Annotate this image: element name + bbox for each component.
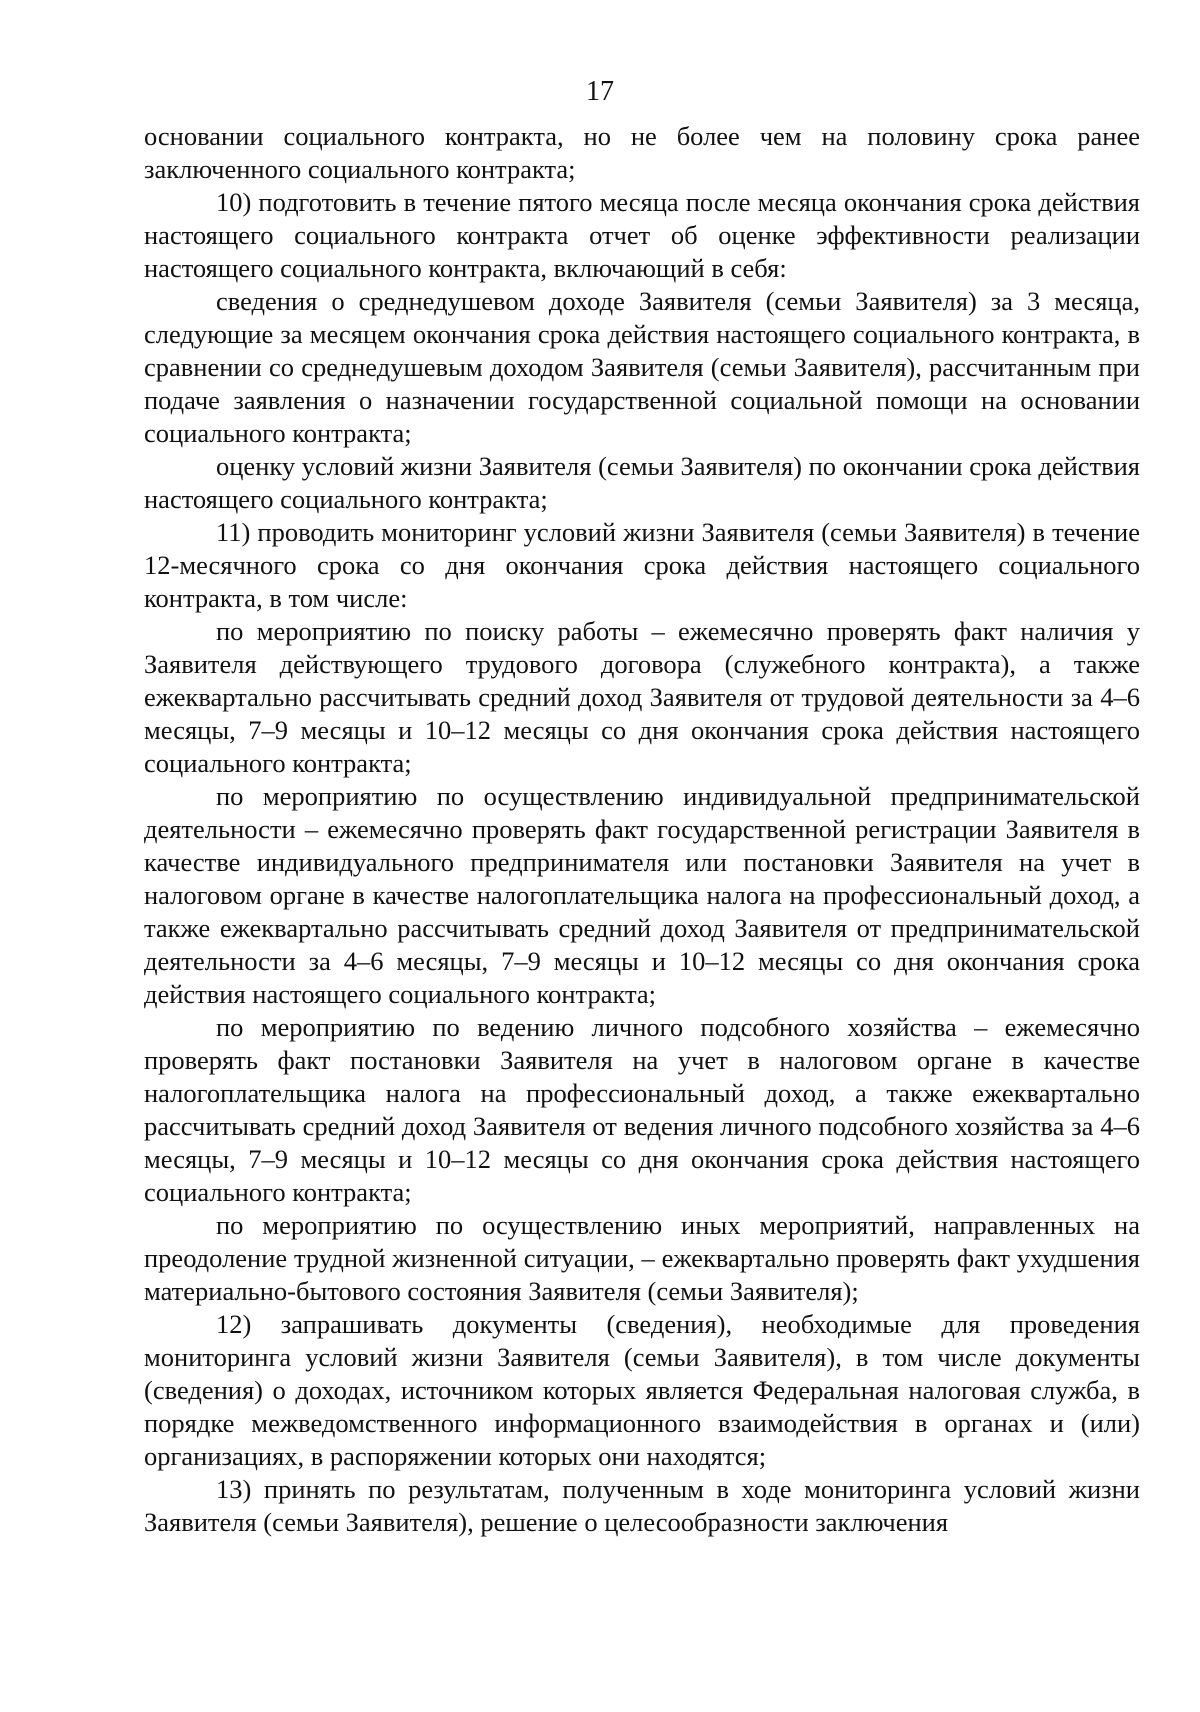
document-body [144, 120, 1140, 1539]
paragraph: 13) принять по результатам, полученным в ходе мониторинга условий жизни Заявителя (семьи Заявителя), решение о целесообразности заключения [144, 1474, 1140, 1537]
paragraph: 12) запрашивать документы (сведения), необходимые для проведения мониторинга условий жизни Заявителя (семьи Заявителя), в том числе документы (сведения) о доходах, источником которых является Федеральная налоговая служба, в порядке межведомственного информационного взаимодействия в органах и (или) организациях, в распоряжении которых они находятся; [144, 1309, 1140, 1471]
paragraph: по мероприятию по поиску работы – ежемесячно проверять факт наличия у Заявителя действующего трудового договора (служебного контракта), а также ежеквартально рассчитывать средний доход Заявителя от трудовой деятельности за 4–6 месяцы, 7–9 месяцы и 10–12 месяцы со дня окончания срока действия настоящего социального контракта; [144, 616, 1140, 778]
paragraph: по мероприятию по осуществлению индивидуальной предпринимательской деятельности – ежемесячно проверять факт государственной регистрации Заявителя в качестве индивидуального предпринимателя или постановки Заявителя на учет в налоговом органе в качестве налогоплательщика налога на профессиональный доход, а также ежеквартально рассчитывать средний доход Заявителя от предпринимательской деятельности за 4–6 месяцы, 7–9 месяцы и 10–12 месяцы со дня окончания срока действия настоящего социального контракта; [144, 781, 1140, 1009]
paragraph: сведения о среднедушевом доходе Заявителя (семьи Заявителя) за 3 месяца, следующие за месяцем окончания срока действия настоящего социального контракта, в сравнении со среднедушевым доходом Заявителя (семьи Заявителя), рассчитанным при подаче заявления о назначении государственной социальной помощи на основании социального контракта; [144, 286, 1140, 448]
paragraph: 11) проводить мониторинг условий жизни Заявителя (семьи Заявителя) в течение 12-месячного срока со дня окончания срока действия настоящего социального контракта, в том числе: [144, 517, 1140, 613]
paragraph: 10) подготовить в течение пятого месяца после месяца окончания срока действия настоящего социального контракта отчет об оценке эффективности реализации настоящего социального контракта, включающий в себя: [144, 187, 1140, 283]
paragraph: оценку условий жизни Заявителя (семьи Заявителя) по окончании срока действия настоящего социального контракта; [144, 451, 1140, 514]
paragraph: по мероприятию по ведению личного подсобного хозяйства – ежемесячно проверять факт постановки Заявителя на учет в налоговом органе в качестве налогоплательщика налога на профессиональный доход, а также ежеквартально рассчитывать средний доход Заявителя от ведения личного подсобного хозяйства за 4–6 месяцы, 7–9 месяцы и 10–12 месяцы со дня окончания срока действия настоящего социального контракта; [144, 1012, 1140, 1207]
paragraph: по мероприятию по осуществлению иных мероприятий, направленных на преодоление трудной жизненной ситуации, – ежеквартально проверять факт ухудшения материально-бытового состояния Заявителя (семьи Заявителя); [144, 1210, 1140, 1306]
paragraph: основании социального контракта, но не более чем на половину срока ранее заключенного социального контракта; [144, 121, 1140, 184]
page-number: 17 [586, 76, 614, 107]
